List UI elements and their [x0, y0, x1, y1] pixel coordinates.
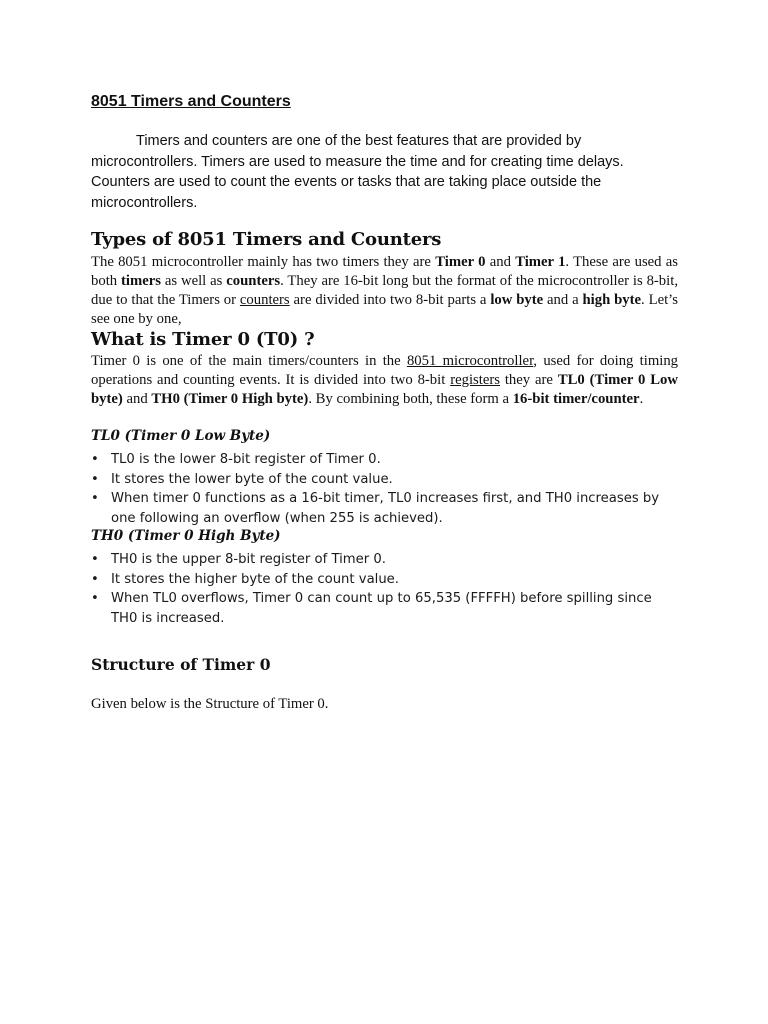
bold-term: 16-bit timer/counter — [512, 391, 640, 407]
bold-term: low byte — [490, 292, 544, 308]
list-item: • It stores the higher byte of the count value. — [91, 570, 678, 590]
types-paragraph — [91, 253, 678, 329]
tl0-subheading: TL0 (Timer 0 Low Byte) — [91, 428, 271, 444]
bold-term: high byte — [582, 292, 642, 308]
list-item: • TL0 is the lower 8-bit register of Timer 0. — [91, 450, 678, 470]
text-run: they are — [499, 372, 558, 388]
structure-paragraph: Given below is the Structure of Timer 0. — [91, 696, 329, 712]
list-item: • When timer 0 functions as a 16-bit timer, TL0 increases first, and TH0 increases by one following an overflow (when 255 is achieved). — [91, 489, 678, 528]
text-run: Timer 0 is one of the main timers/counters in the — [91, 353, 407, 369]
text-run: . These are used as both — [91, 254, 679, 289]
text-run: . By combining both, these form a — [308, 391, 513, 407]
bold-term: Timer 1 — [515, 254, 566, 270]
text-run: and a — [543, 292, 583, 308]
list-item: • It stores the lower byte of the count value. — [91, 470, 678, 490]
th0-bullet-list — [91, 550, 678, 628]
list-item: • TH0 is the upper 8-bit register of Timer 0. — [91, 550, 678, 570]
intro-paragraph — [91, 131, 678, 213]
bold-term: timers — [121, 273, 161, 289]
bold-term: counters — [226, 273, 281, 289]
timer0-paragraph — [91, 352, 678, 409]
bold-term: TL0 (Timer 0 Low byte) — [91, 372, 678, 407]
text-run: and — [122, 391, 152, 407]
text-run: . — [639, 391, 644, 407]
timer0-heading: What is Timer 0 (T0) ? — [91, 329, 315, 350]
text-run: . Let’s see one by one, — [91, 292, 678, 327]
text-run: are divided into two 8-bit parts a — [289, 292, 491, 308]
text-run: and — [485, 254, 516, 270]
structure-heading: Structure of Timer 0 — [91, 655, 271, 674]
types-heading: Types of 8051 Timers and Counters — [91, 229, 442, 250]
text-run: . They are 16-bit long but the format of the microcontroller is 8-bit, due to that the Timers or — [91, 273, 678, 308]
text-run: The 8051 microcontroller mainly has two timers they are — [91, 254, 436, 270]
8051-microcontroller-link[interactable]: 8051 microcontroller — [406, 353, 534, 369]
bold-term: Timer 0 — [435, 254, 486, 270]
counters-link[interactable]: counters — [239, 292, 290, 308]
text-run: , used for doing timing operations and counting events. It is divided into two 8-bit — [91, 353, 679, 388]
tl0-bullet-list — [91, 450, 678, 528]
bold-term: TH0 (Timer 0 High byte) — [151, 391, 309, 407]
registers-link[interactable]: registers — [450, 372, 500, 388]
intro-text: Timers and counters are one of the best features that are provided by microcontrollers. Timers are used to measure the time and for creating time delays. Counters are used to count the events or tasks that are taking place outside the microcontrollers. — [91, 133, 624, 211]
text-run: as well as — [160, 273, 227, 289]
page-title: 8051 Timers and Counters — [91, 93, 291, 110]
list-item: • When TL0 overflows, Timer 0 can count up to 65,535 (FFFFH) before spilling since TH0 is increased. — [91, 589, 678, 628]
th0-subheading: TH0 (Timer 0 High Byte) — [91, 528, 281, 544]
